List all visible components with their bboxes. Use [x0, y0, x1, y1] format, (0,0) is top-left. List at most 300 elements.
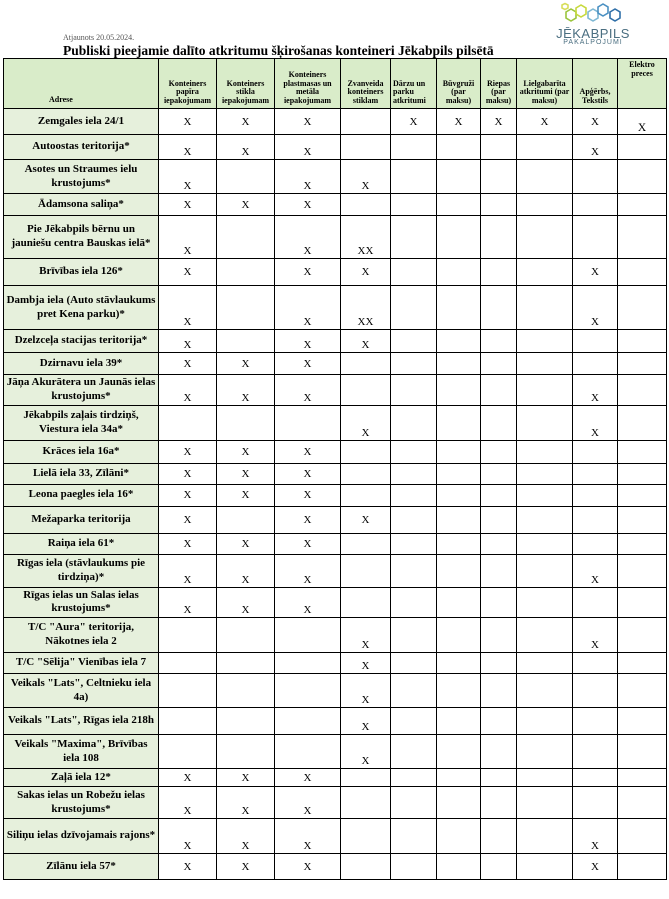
clothing-cell: X	[573, 109, 618, 135]
garden-waste-cell	[391, 618, 437, 653]
clothing-cell	[573, 330, 618, 353]
clothing-cell: X	[573, 819, 618, 854]
electronics-cell	[618, 330, 667, 353]
bell-glass-cell: X	[341, 674, 391, 708]
glass-cell	[217, 708, 275, 735]
table-row	[4, 109, 667, 135]
clothing-cell	[573, 708, 618, 735]
paper-cell	[159, 735, 217, 769]
bell-glass-cell	[341, 375, 391, 406]
electronics-cell	[618, 440, 667, 463]
bulky-waste-cell: X	[517, 109, 573, 135]
bell-glass-cell: X	[341, 330, 391, 353]
electronics-cell	[618, 353, 667, 375]
bulky-waste-cell	[517, 708, 573, 735]
column-header-bulky-waste: Lielgabarīta atkritumi (par maksu)	[517, 59, 573, 109]
plastic-metal-cell: X	[275, 484, 341, 506]
construction-waste-cell	[437, 405, 481, 440]
glass-cell: X	[217, 854, 275, 880]
garden-waste-cell	[391, 769, 437, 787]
construction-waste-cell	[437, 506, 481, 533]
logo-subtitle: PAKALPOJUMI	[563, 39, 623, 46]
column-header-bell-glass: Zvanveida konteiners stiklam	[341, 59, 391, 109]
plastic-metal-cell: X	[275, 554, 341, 587]
tyres-cell	[481, 405, 517, 440]
construction-waste-cell	[437, 854, 481, 880]
glass-cell: X	[217, 135, 275, 160]
paper-cell: X	[159, 587, 217, 618]
clothing-cell: X	[573, 554, 618, 587]
clothing-cell	[573, 787, 618, 819]
bulky-waste-cell	[517, 674, 573, 708]
tyres-cell	[481, 330, 517, 353]
clothing-cell	[573, 440, 618, 463]
glass-cell: X	[217, 440, 275, 463]
glass-cell: X	[217, 769, 275, 787]
table-row	[4, 216, 667, 259]
plastic-metal-cell	[275, 735, 341, 769]
electronics-cell	[618, 708, 667, 735]
plastic-metal-cell: X	[275, 587, 341, 618]
bell-glass-cell	[341, 109, 391, 135]
plastic-metal-cell	[275, 653, 341, 674]
container-locations-table	[3, 58, 667, 880]
table-row	[4, 160, 667, 194]
bell-glass-cell	[341, 854, 391, 880]
bell-glass-cell: X	[341, 708, 391, 735]
electronics-cell	[618, 506, 667, 533]
paper-cell: X	[159, 769, 217, 787]
electronics-cell	[618, 405, 667, 440]
construction-waste-cell	[437, 286, 481, 330]
clothing-cell	[573, 653, 618, 674]
jekabpils-pakalpojumi-logo	[548, 2, 638, 46]
table-row	[4, 463, 667, 484]
column-header-clothing: Apģērbs, Tekstils	[573, 59, 618, 109]
glass-cell	[217, 405, 275, 440]
construction-waste-cell	[437, 554, 481, 587]
tyres-cell	[481, 506, 517, 533]
bulky-waste-cell	[517, 375, 573, 406]
bell-glass-cell: X	[341, 506, 391, 533]
bell-glass-cell: X	[341, 259, 391, 286]
table-row	[4, 135, 667, 160]
logo-name: JĒKABPILS	[556, 26, 630, 41]
construction-waste-cell	[437, 533, 481, 554]
glass-cell: X	[217, 554, 275, 587]
garden-waste-cell	[391, 330, 437, 353]
bell-glass-cell	[341, 194, 391, 216]
paper-cell: X	[159, 259, 217, 286]
construction-waste-cell	[437, 618, 481, 653]
paper-cell	[159, 674, 217, 708]
plastic-metal-cell	[275, 618, 341, 653]
paper-cell: X	[159, 554, 217, 587]
electronics-cell	[618, 618, 667, 653]
garden-waste-cell	[391, 216, 437, 259]
paper-cell: X	[159, 375, 217, 406]
garden-waste-cell	[391, 286, 437, 330]
glass-cell: X	[217, 375, 275, 406]
bell-glass-cell: X	[341, 618, 391, 653]
table-row	[4, 554, 667, 587]
paper-cell	[159, 708, 217, 735]
clothing-cell	[573, 506, 618, 533]
bulky-waste-cell	[517, 618, 573, 653]
plastic-metal-cell	[275, 708, 341, 735]
address-cell: Lielā iela 33, Zīlāni*	[4, 463, 159, 484]
garden-waste-cell	[391, 135, 437, 160]
table-row	[4, 653, 667, 674]
address-cell: Rīgas ielas un Salas ielas krustojums*	[4, 587, 159, 618]
glass-cell	[217, 674, 275, 708]
clothing-cell	[573, 735, 618, 769]
electronics-cell	[618, 653, 667, 674]
construction-waste-cell	[437, 135, 481, 160]
electronics-cell	[618, 375, 667, 406]
electronics-cell	[618, 533, 667, 554]
clothing-cell: X	[573, 405, 618, 440]
garden-waste-cell	[391, 484, 437, 506]
paper-cell: X	[159, 353, 217, 375]
paper-cell: X	[159, 109, 217, 135]
address-cell: T/C "Aura" teritorija, Nākotnes iela 2	[4, 618, 159, 653]
glass-cell	[217, 735, 275, 769]
bulky-waste-cell	[517, 330, 573, 353]
address-cell: Pie Jēkabpils bērnu un jauniešu centra Bauskas ielā*	[4, 216, 159, 259]
bulky-waste-cell	[517, 194, 573, 216]
bulky-waste-cell	[517, 405, 573, 440]
electronics-cell	[618, 160, 667, 194]
address-cell: Zīlānu iela 57*	[4, 854, 159, 880]
construction-waste-cell: X	[437, 109, 481, 135]
plastic-metal-cell: X	[275, 194, 341, 216]
construction-waste-cell	[437, 819, 481, 854]
paper-cell: X	[159, 506, 217, 533]
tyres-cell	[481, 554, 517, 587]
plastic-metal-cell: X	[275, 769, 341, 787]
column-header-glass: Konteiners stikla iepakojumam	[217, 59, 275, 109]
tyres-cell	[481, 135, 517, 160]
bulky-waste-cell	[517, 554, 573, 587]
column-header-construction-waste: Būvgruži (par maksu)	[437, 59, 481, 109]
plastic-metal-cell: X	[275, 109, 341, 135]
construction-waste-cell	[437, 735, 481, 769]
clothing-cell	[573, 463, 618, 484]
electronics-cell	[618, 735, 667, 769]
table-row	[4, 353, 667, 375]
address-cell: Jāņa Akurātera un Jaunās ielas krustojums*	[4, 375, 159, 406]
table-row	[4, 440, 667, 463]
table-row	[4, 674, 667, 708]
bulky-waste-cell	[517, 587, 573, 618]
clothing-cell	[573, 587, 618, 618]
clothing-cell: X	[573, 854, 618, 880]
paper-cell: X	[159, 194, 217, 216]
bell-glass-cell	[341, 769, 391, 787]
glass-cell: X	[217, 484, 275, 506]
garden-waste-cell	[391, 353, 437, 375]
address-cell: Jēkabpils zaļais tirdziņš, Viestura iela 34a*	[4, 405, 159, 440]
paper-cell: X	[159, 135, 217, 160]
glass-cell	[217, 259, 275, 286]
table-row	[4, 194, 667, 216]
tyres-cell	[481, 375, 517, 406]
bell-glass-cell: X	[341, 405, 391, 440]
address-cell: Sakas ielas un Robežu ielas krustojums*	[4, 787, 159, 819]
paper-cell: X	[159, 160, 217, 194]
tyres-cell	[481, 819, 517, 854]
electronics-cell	[618, 587, 667, 618]
construction-waste-cell	[437, 708, 481, 735]
electronics-cell	[618, 194, 667, 216]
construction-waste-cell	[437, 216, 481, 259]
construction-waste-cell	[437, 353, 481, 375]
bulky-waste-cell	[517, 463, 573, 484]
hexagon-logo-icon	[558, 2, 628, 26]
address-cell: Dzelzceļa stacijas teritorija*	[4, 330, 159, 353]
address-cell: Autoostas teritorija*	[4, 135, 159, 160]
construction-waste-cell	[437, 440, 481, 463]
construction-waste-cell	[437, 787, 481, 819]
table-row	[4, 405, 667, 440]
glass-cell	[217, 506, 275, 533]
tyres-cell	[481, 735, 517, 769]
tyres-cell	[481, 653, 517, 674]
tyres-cell	[481, 160, 517, 194]
address-cell: Veikals "Maxima", Brīvības iela 108	[4, 735, 159, 769]
paper-cell: X	[159, 216, 217, 259]
table-row	[4, 506, 667, 533]
garden-waste-cell	[391, 506, 437, 533]
glass-cell: X	[217, 463, 275, 484]
clothing-cell: X	[573, 259, 618, 286]
paper-cell: X	[159, 286, 217, 330]
plastic-metal-cell: X	[275, 787, 341, 819]
address-cell: Ādamsona saliņa*	[4, 194, 159, 216]
table-row	[4, 259, 667, 286]
garden-waste-cell	[391, 674, 437, 708]
clothing-cell	[573, 353, 618, 375]
electronics-cell	[618, 674, 667, 708]
plastic-metal-cell	[275, 674, 341, 708]
address-cell: Asotes un Straumes ielu krustojums*	[4, 160, 159, 194]
plastic-metal-cell: X	[275, 440, 341, 463]
electronics-cell	[618, 554, 667, 587]
bulky-waste-cell	[517, 787, 573, 819]
paper-cell: X	[159, 440, 217, 463]
construction-waste-cell	[437, 587, 481, 618]
paper-cell	[159, 653, 217, 674]
bulky-waste-cell	[517, 735, 573, 769]
bell-glass-cell	[341, 587, 391, 618]
bell-glass-cell	[341, 819, 391, 854]
bell-glass-cell	[341, 484, 391, 506]
column-header-tyres: Riepas (par maksu)	[481, 59, 517, 109]
electronics-cell	[618, 286, 667, 330]
construction-waste-cell	[437, 484, 481, 506]
clothing-cell	[573, 674, 618, 708]
garden-waste-cell	[391, 819, 437, 854]
clothing-cell	[573, 533, 618, 554]
paper-cell: X	[159, 484, 217, 506]
garden-waste-cell	[391, 735, 437, 769]
clothing-cell: X	[573, 135, 618, 160]
construction-waste-cell	[437, 194, 481, 216]
glass-cell: X	[217, 787, 275, 819]
tyres-cell	[481, 618, 517, 653]
plastic-metal-cell: X	[275, 216, 341, 259]
bulky-waste-cell	[517, 259, 573, 286]
tyres-cell	[481, 533, 517, 554]
bell-glass-cell	[341, 554, 391, 587]
table-row	[4, 618, 667, 653]
garden-waste-cell	[391, 708, 437, 735]
garden-waste-cell: X	[391, 109, 437, 135]
plastic-metal-cell: X	[275, 160, 341, 194]
bulky-waste-cell	[517, 769, 573, 787]
bulky-waste-cell	[517, 854, 573, 880]
plastic-metal-cell: X	[275, 533, 341, 554]
glass-cell: X	[217, 194, 275, 216]
electronics-cell	[618, 819, 667, 854]
address-cell: Brīvības iela 126*	[4, 259, 159, 286]
paper-cell: X	[159, 533, 217, 554]
garden-waste-cell	[391, 653, 437, 674]
address-cell: Mežaparka teritorija	[4, 506, 159, 533]
table-row	[4, 854, 667, 880]
bulky-waste-cell	[517, 353, 573, 375]
paper-cell: X	[159, 819, 217, 854]
glass-cell	[217, 286, 275, 330]
electronics-cell	[618, 135, 667, 160]
tyres-cell	[481, 769, 517, 787]
bulky-waste-cell	[517, 819, 573, 854]
glass-cell: X	[217, 353, 275, 375]
glass-cell	[217, 330, 275, 353]
clothing-cell	[573, 484, 618, 506]
plastic-metal-cell: X	[275, 330, 341, 353]
tyres-cell	[481, 353, 517, 375]
table-row	[4, 819, 667, 854]
garden-waste-cell	[391, 375, 437, 406]
electronics-cell	[618, 854, 667, 880]
clothing-cell	[573, 216, 618, 259]
plastic-metal-cell: X	[275, 854, 341, 880]
paper-cell: X	[159, 854, 217, 880]
bulky-waste-cell	[517, 440, 573, 463]
glass-cell	[217, 160, 275, 194]
glass-cell	[217, 653, 275, 674]
tyres-cell	[481, 194, 517, 216]
bulky-waste-cell	[517, 135, 573, 160]
garden-waste-cell	[391, 554, 437, 587]
tyres-cell	[481, 463, 517, 484]
bulky-waste-cell	[517, 484, 573, 506]
bulky-waste-cell	[517, 506, 573, 533]
address-cell: Dambja iela (Auto stāvlaukums pret Kena parku)*	[4, 286, 159, 330]
garden-waste-cell	[391, 259, 437, 286]
table-body	[4, 109, 667, 880]
garden-waste-cell	[391, 463, 437, 484]
electronics-cell	[618, 259, 667, 286]
table-row	[4, 533, 667, 554]
clothing-cell: X	[573, 375, 618, 406]
table-row	[4, 330, 667, 353]
bulky-waste-cell	[517, 653, 573, 674]
address-cell: Dzirnavu iela 39*	[4, 353, 159, 375]
tyres-cell	[481, 286, 517, 330]
bell-glass-cell	[341, 440, 391, 463]
bulky-waste-cell	[517, 160, 573, 194]
plastic-metal-cell: X	[275, 819, 341, 854]
clothing-cell: X	[573, 618, 618, 653]
construction-waste-cell	[437, 330, 481, 353]
electronics-cell	[618, 216, 667, 259]
construction-waste-cell	[437, 769, 481, 787]
bulky-waste-cell	[517, 286, 573, 330]
page-title: Publiski pieejamie dalīto atkritumu šķirošanas konteineri Jēkabpils pilsētā	[63, 43, 494, 58]
address-cell: Rīgas iela (stāvlaukums pie tirdziņa)*	[4, 554, 159, 587]
electronics-cell	[618, 787, 667, 819]
tyres-cell	[481, 440, 517, 463]
plastic-metal-cell: X	[275, 463, 341, 484]
column-header-plastic-metal: Konteiners plastmasas un metāla iepakojumam	[275, 59, 341, 109]
table-row	[4, 787, 667, 819]
address-cell: Raiņa iela 61*	[4, 533, 159, 554]
construction-waste-cell	[437, 375, 481, 406]
column-header-address: Adrese	[4, 59, 159, 109]
table-row	[4, 708, 667, 735]
table-header-row	[4, 59, 667, 109]
electronics-cell	[618, 769, 667, 787]
table-row	[4, 375, 667, 406]
glass-cell: X	[217, 587, 275, 618]
paper-cell: X	[159, 787, 217, 819]
bulky-waste-cell	[517, 533, 573, 554]
glass-cell	[217, 618, 275, 653]
plastic-metal-cell: X	[275, 353, 341, 375]
garden-waste-cell	[391, 440, 437, 463]
address-cell: Siliņu ielas dzīvojamais rajons*	[4, 819, 159, 854]
table-row	[4, 735, 667, 769]
construction-waste-cell	[437, 674, 481, 708]
garden-waste-cell	[391, 854, 437, 880]
plastic-metal-cell: X	[275, 286, 341, 330]
tyres-cell	[481, 587, 517, 618]
column-header-paper: Konteiners papīra iepakojumam	[159, 59, 217, 109]
bell-glass-cell: X	[341, 735, 391, 769]
tyres-cell	[481, 259, 517, 286]
bell-glass-cell	[341, 463, 391, 484]
bell-glass-cell: X	[341, 160, 391, 194]
tyres-cell: X	[481, 109, 517, 135]
column-header-garden-waste: Dārzu un parku atkritumi	[391, 59, 437, 109]
clothing-cell	[573, 160, 618, 194]
address-cell: T/C "Sēlija" Vienības iela 7	[4, 653, 159, 674]
clothing-cell	[573, 769, 618, 787]
address-cell: Zemgales iela 24/1	[4, 109, 159, 135]
plastic-metal-cell: X	[275, 259, 341, 286]
construction-waste-cell	[437, 259, 481, 286]
construction-waste-cell	[437, 653, 481, 674]
glass-cell	[217, 216, 275, 259]
bell-glass-cell: X	[341, 653, 391, 674]
glass-cell: X	[217, 819, 275, 854]
garden-waste-cell	[391, 160, 437, 194]
address-cell: Leona paegles iela 16*	[4, 484, 159, 506]
electronics-cell	[618, 463, 667, 484]
